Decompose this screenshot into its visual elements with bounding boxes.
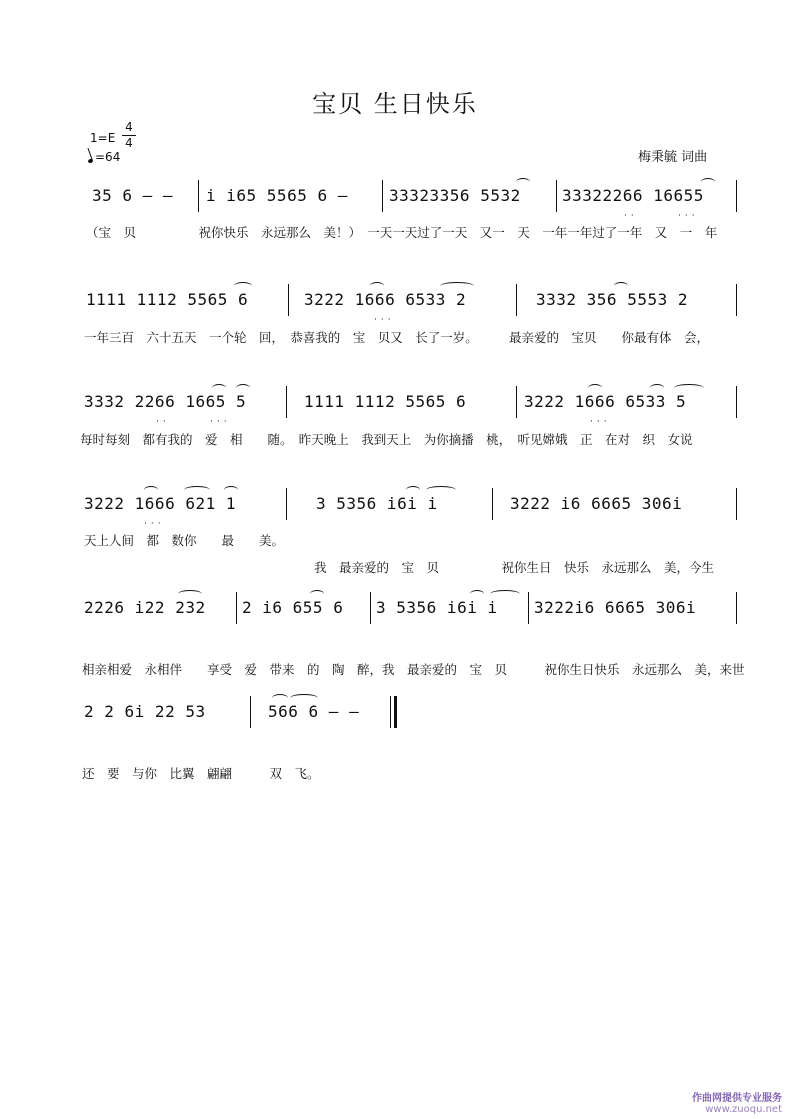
credit-line: 梅秉毓 词曲 xyxy=(638,150,708,165)
barline xyxy=(736,284,737,316)
notation-row xyxy=(84,590,739,628)
slur xyxy=(701,178,715,186)
notation-row xyxy=(84,178,739,221)
meter-top: 4 xyxy=(125,120,133,134)
measure: 3222i6 6665 306i xyxy=(534,598,697,617)
measure: 2 i6 655 6 xyxy=(242,598,344,617)
barline xyxy=(736,488,737,520)
barline xyxy=(288,284,289,316)
notation-row xyxy=(84,486,739,529)
barline xyxy=(198,180,199,212)
barline xyxy=(516,284,517,316)
barline xyxy=(556,180,557,212)
lyric-line: 我 最亲爱的 宝 贝 祝你生日 快乐 永远那么 美，今生 xyxy=(314,560,715,575)
slur xyxy=(234,282,252,290)
slur xyxy=(370,282,384,290)
barline xyxy=(736,386,737,418)
slur xyxy=(144,486,158,494)
measure: i i65 5565 6 – xyxy=(206,186,348,205)
key-signature: 1=E xyxy=(90,131,116,145)
octave-dots: ··· xyxy=(590,417,611,427)
slur xyxy=(406,486,420,494)
slur xyxy=(490,590,520,598)
slur xyxy=(224,486,238,494)
barline xyxy=(250,696,251,728)
slur xyxy=(426,486,456,494)
slur xyxy=(674,384,704,392)
notation-row xyxy=(84,384,739,427)
octave-dots: ·· xyxy=(624,211,638,221)
watermark-line1: 作曲网提供专业服务 xyxy=(692,1093,782,1104)
lyric-line: 相亲相爱 永相伴 享受 爱 带来 的 陶 醉，我 最亲爱的 宝 贝 祝你生日快乐 永远那么 美，来世 xyxy=(82,662,745,677)
measure: 1111 1112 5565 6 xyxy=(86,290,249,309)
slur xyxy=(290,694,318,702)
lyric-line: 天上人间 都 数你 最 美。 xyxy=(84,533,285,548)
barline xyxy=(528,592,529,624)
slur xyxy=(272,694,288,702)
slur xyxy=(236,384,250,392)
tempo-value: =64 xyxy=(95,150,121,164)
slur xyxy=(650,384,664,392)
watermark-logo xyxy=(692,1093,782,1115)
lyric-line: 一年三百 六十五天 一个轮 回， 恭喜我的 宝 贝又 长了一岁。 最亲爱的 宝贝 你最有体 会， xyxy=(84,330,710,345)
slur xyxy=(516,178,530,186)
barline xyxy=(736,180,737,212)
measure: 3222 i6 6665 306i xyxy=(510,494,683,513)
measure: 33323356 5532 xyxy=(389,186,521,205)
lyric-line: （宝 贝 祝你快乐 永远那么 美！） 一天一天过了一天 又一 天 一年一年过了一年 又 一 年 xyxy=(86,225,718,240)
octave-dots: ··· xyxy=(374,315,395,325)
measure: 3332 356 5553 2 xyxy=(536,290,688,309)
barline xyxy=(286,488,287,520)
score-title: 宝贝 生日快乐 xyxy=(312,90,478,118)
barline xyxy=(236,592,237,624)
slur xyxy=(588,384,602,392)
octave-dots: ·· xyxy=(156,417,170,427)
watermark-line2: www.zuoqu.net xyxy=(705,1104,782,1115)
octave-dots: ··· xyxy=(144,519,165,529)
octave-dots: ··· xyxy=(210,417,231,427)
octave-dots: ··· xyxy=(678,211,699,221)
measure: 3222 1666 621 1 xyxy=(84,494,236,513)
barline xyxy=(736,592,737,624)
barline xyxy=(382,180,383,212)
lyric-line: 还 要 与你 比翼 翩翩 双 飞。 xyxy=(82,766,320,781)
quarter-note-icon xyxy=(87,158,93,163)
measure: 1111 1112 5565 6 xyxy=(304,392,467,411)
measure: 3 5356 i6i i xyxy=(376,598,498,617)
slur xyxy=(470,590,484,598)
measure: 33322266 16655 xyxy=(562,186,704,205)
final-barline xyxy=(394,696,397,728)
slur xyxy=(212,384,226,392)
final-barline-thin xyxy=(390,696,391,728)
lyric-line: 每时每刻 都有我的 爱 相 随。 昨天晚上 我到天上 为你摘播 桃， 听见嫦娥 正 在对 织 女说 xyxy=(80,432,693,447)
barline xyxy=(370,592,371,624)
measure: 2 2 6i 22 53 xyxy=(84,702,206,721)
time-signature xyxy=(122,121,136,150)
slur xyxy=(184,486,210,494)
measure: 3222 1666 6533 2 xyxy=(304,290,467,309)
measure: 3222 1666 6533 5 xyxy=(524,392,687,411)
meter-bottom: 4 xyxy=(125,136,133,150)
measure: 566 6 – – xyxy=(268,702,360,721)
tempo-mark xyxy=(88,150,120,164)
measure: 35 6 – – xyxy=(92,186,174,205)
slur xyxy=(310,590,324,598)
notation-row xyxy=(84,282,739,325)
barline xyxy=(286,386,287,418)
notation-row xyxy=(84,694,739,732)
slur xyxy=(440,282,474,290)
measure: 3332 2266 1665 5 xyxy=(84,392,247,411)
slur xyxy=(614,282,628,290)
measure: 2226 i22 232 xyxy=(84,598,206,617)
slur xyxy=(178,590,202,598)
barline xyxy=(492,488,493,520)
measure: 3 5356 i6i i xyxy=(316,494,438,513)
barline xyxy=(516,386,517,418)
